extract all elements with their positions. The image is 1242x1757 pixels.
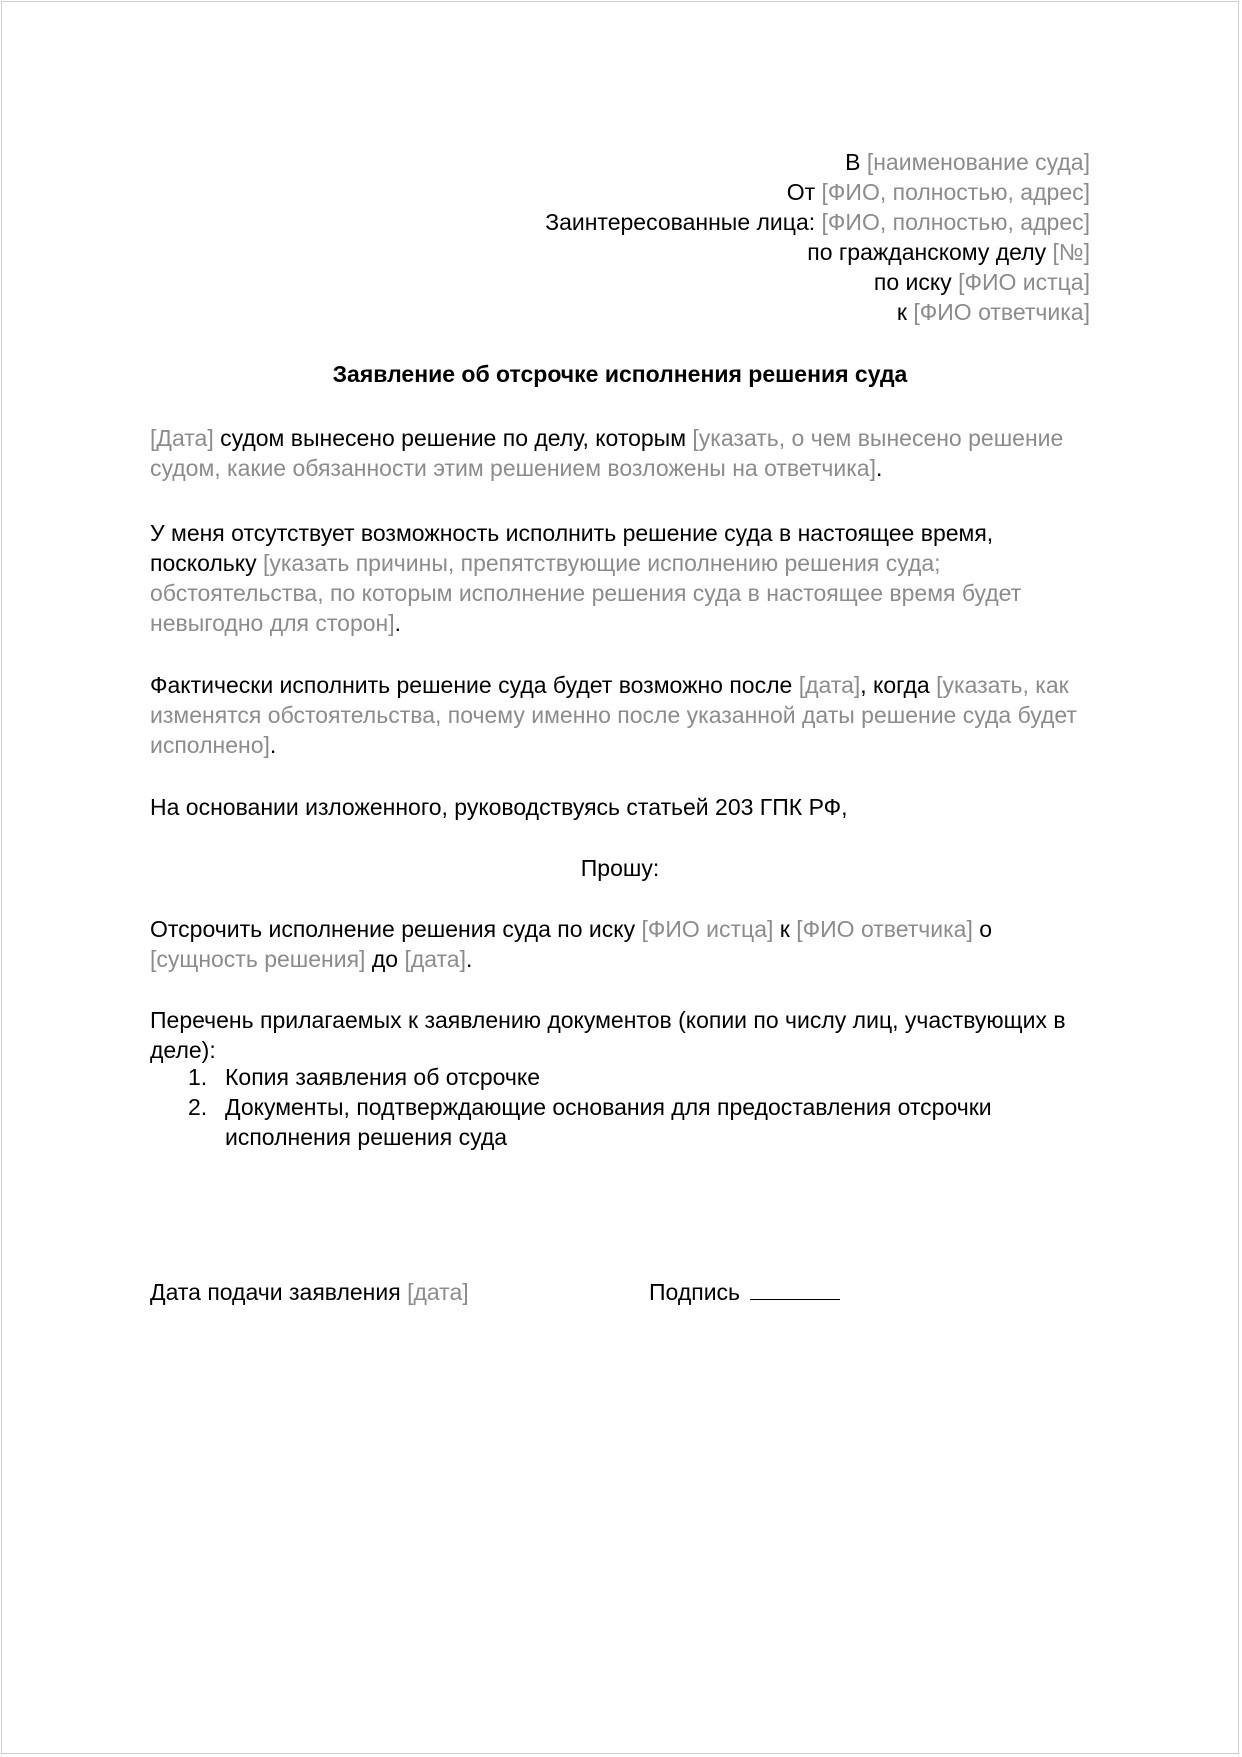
defendant-placeholder: [ФИО ответчика] [796,916,973,942]
list-number: 2. [188,1094,208,1120]
signature-field[interactable] [750,1277,840,1300]
paragraph-text: , когда [860,672,937,698]
paragraph-legal-basis: На основании изложенного, руководствуясь статьей 203 ГПК РФ, [150,794,848,820]
plaintiff-placeholder: [ФИО истца] [958,269,1090,295]
submission-date-label: Дата подачи заявления [150,1279,408,1305]
paragraph-request [150,914,1090,974]
against-label: к [896,299,914,325]
court-placeholder: [наименование суда] [866,149,1090,175]
addressee-court-line [150,147,1090,177]
attachments-intro: Перечень прилагаемых к заявлению документов (копии по числу лиц, участвующих в деле): [150,1007,1066,1063]
applicant-placeholder: [ФИО, полностью, адрес] [821,179,1090,205]
document-title: Заявление об отсрочке исполнения решения суда [332,361,908,387]
list-number: 1. [188,1064,208,1090]
claim-label: по иску [873,269,959,295]
signature-label: Подпись [649,1279,747,1305]
deferral-date-placeholder: [дата] [404,946,466,972]
paragraph-text: У меня отсутствует возможность исполнить решение суда в настоящее время, поскольку [150,520,994,576]
from-label: От [786,179,822,205]
addressee-block [150,147,1090,327]
interested-persons-line [150,207,1090,237]
signature-line [649,1277,840,1307]
plaintiff-line [150,267,1090,297]
defendant-placeholder: [ФИО ответчика] [913,299,1090,325]
interested-placeholder: [ФИО, полностью, адрес] [821,209,1090,235]
circumstances-placeholder: [указать, как изменятся обстоятельства, почему именно после указанной даты решение суда будет исполнено] [150,672,1077,758]
paragraph-text: . [394,610,402,636]
paragraph-text: . [466,946,473,972]
reasons-placeholder: [указать причины, препятствующие исполнению решения суда; обстоятельства, по которым исполнение решения суда в настоящее время будет невыгодно для сторон] [150,550,1022,636]
paragraph-text: . [269,732,277,758]
request-heading: Прошу: [580,855,660,881]
list-item [150,1092,1090,1152]
applicant-line [150,177,1090,207]
decision-content-placeholder: [указать, о чем вынесено решение судом, какие обязанности этим решением возложены на ответчика] [150,425,1064,481]
paragraph-decision [150,423,1090,483]
case-number-placeholder: [№] [1052,239,1090,265]
decision-date-placeholder: [Дата] [150,425,214,451]
decision-essence-placeholder: [сущность решения] [150,946,366,972]
submission-date-placeholder: [дата] [407,1279,469,1305]
paragraph-text: Отсрочить исполнение решения суда по иску [150,916,642,942]
possible-date-placeholder: [дата] [798,672,861,698]
paragraph-text: о [972,916,993,942]
submission-date-line [150,1277,469,1307]
list-item-text: Копия заявления об отсрочке [225,1064,541,1090]
paragraph-text: судом вынесено решение по делу, которым [213,425,693,451]
interested-label: Заинтересованные лица: [545,209,822,235]
defendant-line [150,297,1090,327]
paragraph-text: к [773,916,797,942]
paragraph-text: . [876,455,883,481]
list-item [150,1062,1090,1092]
paragraph-text: Фактически исполнить решение суда будет возможно после [150,672,799,698]
to-label: В [845,149,867,175]
plaintiff-placeholder: [ФИО истца] [641,916,774,942]
attachments-list [150,1062,1090,1152]
list-item-text: Документы, подтверждающие основания для предоставления отсрочки исполнения решения суда [225,1094,992,1150]
paragraph-text: до [365,946,405,972]
paragraph-inability [150,518,1090,638]
case-label: по гражданскому делу [807,239,1053,265]
case-number-line [150,237,1090,267]
paragraph-possible-date [150,670,1090,760]
